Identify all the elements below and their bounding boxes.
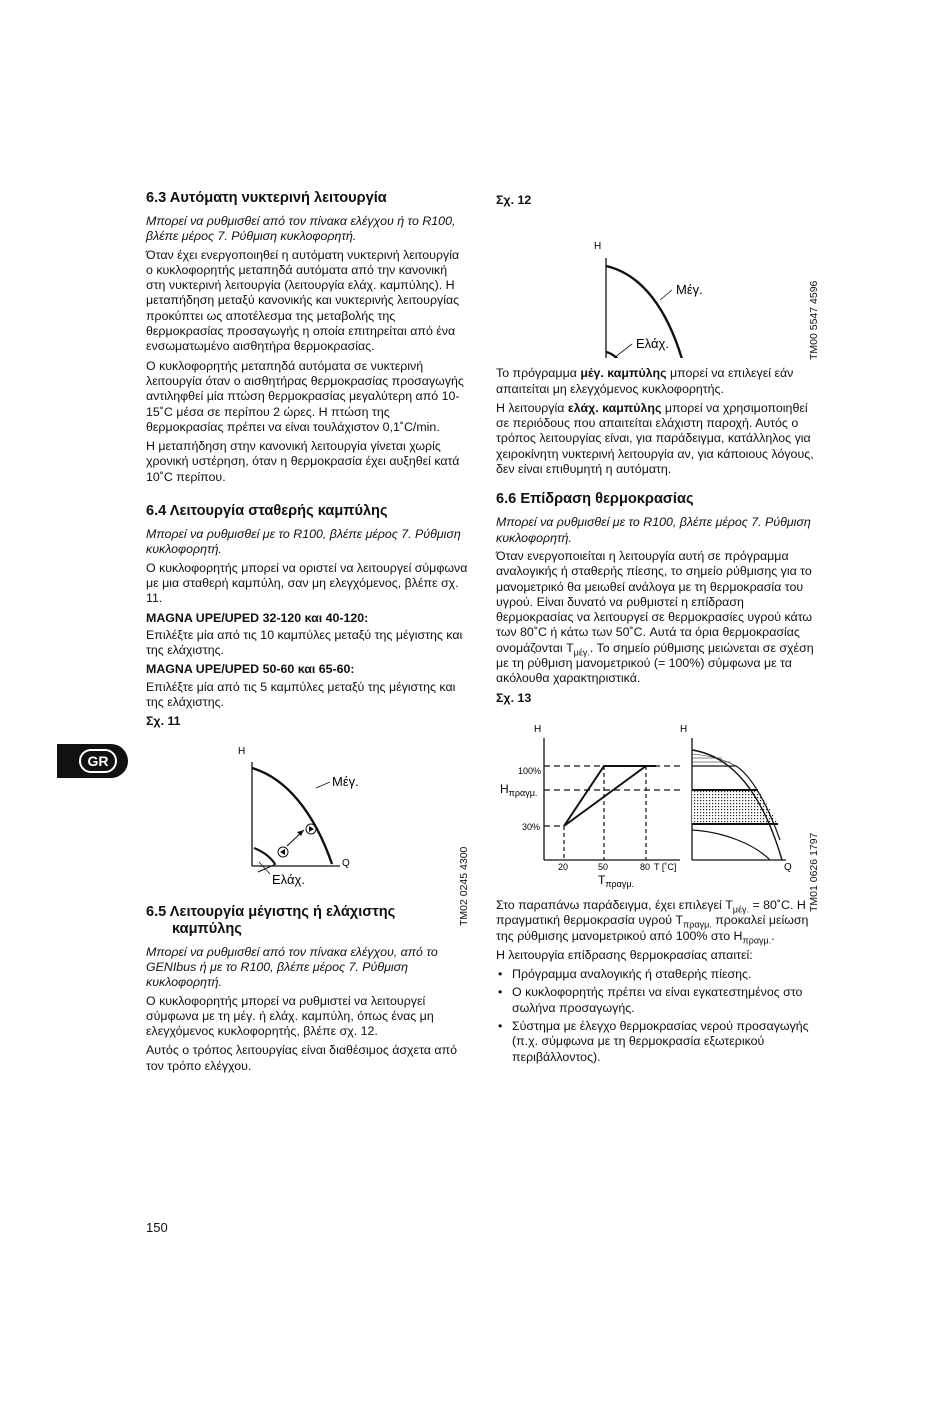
figure-12-label: Σχ. 12 — [496, 193, 532, 207]
fig13-y100: 100% — [518, 765, 542, 776]
list-item: • Σύστημα με έλεγχο θερμοκρασίας νερού προσαγωγής (π.χ. σύμφωνα με τη θερμοκρασία εξωτερικού περιβάλλοντος). — [496, 1019, 821, 1065]
fig12-max-label: Μέγ. — [676, 282, 703, 298]
section-6-3-paragraph-1: Όταν έχει ενεργοποιηθεί η αυτόματη νυκτερινή λειτουργία ο κυκλοφορητής μεταπηδά αυτόματα από την κανονική στη νυκτερινή λειτουργία (λειτουργία ελάχ. καμπύλης). Η μεταπήδηση μεταξύ κανονικής και νυκτερινής λειτουργίας προκύπτει ως αποτέλεσμα της μεταβολής της θερμοκρασίας προσαγωγής η οποία επιτηρείται από ένα ενσωματωμένο αισθητήρα θερμοκρασίας. — [146, 247, 460, 354]
min-curve-paragraph: Η λειτουργία ελάχ. καμπύλης μπορεί να χρησιμοποιηθεί σε περιόδους που απαιτείται ελάχιστη παροχή. Αυτός ο τρόπος λειτουργίας είναι, για παράδειγμα, κατάλληλος για χειροκίνητη νυκτερινή λειτουργία αν, για κάποιους λόγους, δεν είναι επιθυμητή η αυτόματη. — [496, 400, 814, 477]
fig13-h2-label: H — [680, 723, 688, 735]
section-6-5-title: 6.5 Λειτουργία μέγιστης ή ελάχιστης καμπύλης — [146, 903, 396, 937]
fig11-min-label: Ελάχ. — [272, 871, 305, 887]
list-item: • Ο κυκλοφορητής πρέπει να είναι εγκατεστημένος στο σωλήνα προσαγωγής. — [496, 985, 821, 1016]
requirements-intro: Η λειτουργία επίδρασης θερμοκρασίας απαιτεί: — [496, 947, 753, 962]
fig13-y30: 30% — [522, 821, 541, 832]
language-badge — [57, 744, 128, 778]
fig13-code: TM01 0626 1797 — [808, 832, 820, 912]
fig11-max-label: Μέγ. — [332, 773, 359, 789]
section-6-4-paragraph-3: Επιλέξτε μία από τις 5 καμπύλες μεταξύ της μέγιστης και της ελάχιστης. — [146, 679, 456, 710]
list-item: • Πρόγραμμα αναλογικής ή σταθερής πίεσης. — [496, 967, 821, 982]
example-paragraph: Στο παραπάνω παράδειγμα, έχει επιλεγεί $T_{\mu έ\gamma.}$ = 80˚C. Η πραγματική θερμοκρασία υγρού $T_{\pi\rho\alpha\gamma\mu.}$ προκαλεί μείωση της ρύθμισης μανομετρικού από 100% στο $H_{\pi\rho\alpha\gamma\mu.}$. — [496, 897, 809, 945]
fig12-min-curve — [606, 352, 622, 358]
requirements-list — [496, 967, 821, 1065]
fig12-h-label: H — [594, 241, 602, 253]
fig13-h1-label: H — [534, 723, 542, 735]
section-6-4-paragraph-1: Ο κυκλοφορητής μπορεί να οριστεί να λειτουργεί σύμφωνα με μια σταθερή καμπύλη, σαν μη ελεγχόμενος, βλέπε σχ. 11. — [146, 560, 468, 606]
section-6-5-intro: Μπορεί να ρυθμισθεί από τον πίνακα ελέγχου, από το GENIbus ή με το R100, βλέπε μέρος 7. Ρύθμιση κυκλοφορητή. — [146, 944, 438, 990]
section-6-5-paragraph-2: Αυτός ο τρόπος λειτουργίας είναι διαθέσιμος άσχετα από τον τρόπο ελέγχου. — [146, 1043, 458, 1073]
fig13-x20: 20 — [558, 861, 569, 872]
section-6-3-paragraph-2: Ο κυκλοφορητής μεταπηδά αυτόματα σε νυκτερινή λειτουργία όταν ο αισθητήρας θερμοκρασίας προσαγωγής αντιληφθεί μία πτώση θερμοκρασίας μεγαλύτερη από 10-15˚C μέσα σε περίπου 2 ώρες. Η πτώση της θερμοκρασίας πρέπει να είναι τουλάχιστον 0,1˚C/min. — [146, 358, 464, 434]
section-6-4-intro: Μπορεί να ρυθμισθεί με το R100, βλέπε μέρος 7. Ρύθμιση κυκλοφορητή. — [146, 527, 461, 557]
model-heading-1: MAGNA UPE/UPED 32-120 και 40-120: — [146, 610, 369, 625]
fig12-code: TM00 5547 4596 — [808, 280, 820, 360]
fig11-q-label: Q — [342, 857, 350, 869]
page-number: 150 — [146, 1220, 168, 1235]
figure-13-label: Σχ. 13 — [496, 690, 532, 705]
figure-12-diagram — [496, 208, 821, 358]
section-6-3-paragraph-3: Η μεταπήδηση στην κανονική λειτουργία γίνεται χωρίς χρονική υστέρηση, όταν η θερμοκρασία έχει αυξηθεί κατά 10˚C περίπου. — [146, 439, 460, 484]
max-curve-paragraph: Το πρόγραμμα μέγ. καμπύλης μπορεί να επιλεγεί εάν απαιτείται μη ελεγχόμενος κυκλοφορητής. — [496, 366, 794, 396]
fig11-h-label: H — [238, 745, 246, 757]
section-6-5-paragraph-1: Ο κυκλοφορητής μπορεί να ρυθμιστεί να λειτουργεί σύμφωνα με τη μέγ. ή ελάχ. καμπύλη, όπως ένας μη ελεγχόμενος κυκλοφορητής, βλέπε σχ. 12. — [146, 993, 434, 1039]
fig13-xunit: T [˚C] — [654, 861, 677, 872]
fig13-x50: 50 — [598, 861, 609, 872]
fig13-line-80 — [564, 766, 646, 826]
figure-11-label: Σχ. 11 — [146, 714, 181, 729]
fig13-hatched-area — [692, 754, 736, 766]
right-column — [496, 190, 821, 1068]
fig13-dotted-area — [692, 790, 778, 824]
fig11-max-curve — [252, 768, 332, 864]
model-heading-2: MAGNA UPE/UPED 50-60 και 65-60: — [146, 662, 355, 677]
fig13-hreal: $H_{\pi\rho\alpha\gamma\mu.}$ — [500, 781, 538, 798]
section-6-6-intro: Μπορεί να ρυθμισθεί με το R100, βλέπε μέρος 7. Ρύθμιση κυκλοφορητή. — [496, 515, 811, 545]
section-6-6-title: 6.6 Επίδραση θερμοκρασίας — [496, 491, 694, 508]
fig11-code: TM02 0245 4300 — [458, 846, 470, 926]
section-6-4-title: 6.4 Λειτουργία σταθερής καμπύλης — [146, 503, 388, 520]
section-6-6-paragraph-1: Όταν ενεργοποιείται η λειτουργία αυτή σε πρόγραμμα αναλογικής ή σταθερής πίεσης, το σημείο ρύθμισης για το μανομετρικό θα μειωθεί ανάλογα με τη θερμοκρασία του υγρού. Είναι δυνατό να ρυθμιστεί η επίδραση θερμοκρασίας να λειτουργεί σε θερμοκρασίες υγρού κάτω των 80˚C ή κάτω των 50˚C. Αυτά τα όρια θερμοκρασίας ονομάζονται $T_{\mu έ\gamma.}$. Το σημείο ρύθμισης μειώνεται σε σχέση με τη ρύθμιση μανομετρικού (= 100%) σύμφωνα με τα ακόλουθα χαρακτηριστικά. — [496, 548, 814, 686]
language-badge-label: GR — [79, 749, 117, 773]
fig13-treal: $T_{\pi\rho\alpha\gamma\mu.}$ — [598, 872, 635, 889]
figure-13-diagram — [496, 710, 821, 890]
fig13-x80: 80 — [640, 861, 651, 872]
fig12-min-label: Ελάχ. — [636, 336, 669, 352]
section-6-3-title: 6.3 Αυτόματη νυκτερινή λειτουργία — [146, 190, 387, 206]
figure-11-diagram — [146, 734, 468, 894]
fig11-min-curve — [254, 848, 275, 864]
section-6-4-paragraph-2: Επιλέξτε μία από τις 10 καμπύλες μεταξύ της μέγιστης και της ελάχιστης. — [146, 627, 463, 658]
section-6-3-intro: Μπορεί να ρυθμισθεί από τον πίνακα ελέγχου ή το R100, βλέπε μέρος 7. Ρύθμιση κυκλοφορητή. — [146, 214, 456, 244]
left-column — [146, 190, 468, 1078]
fig13-q-label: Q — [784, 861, 792, 873]
